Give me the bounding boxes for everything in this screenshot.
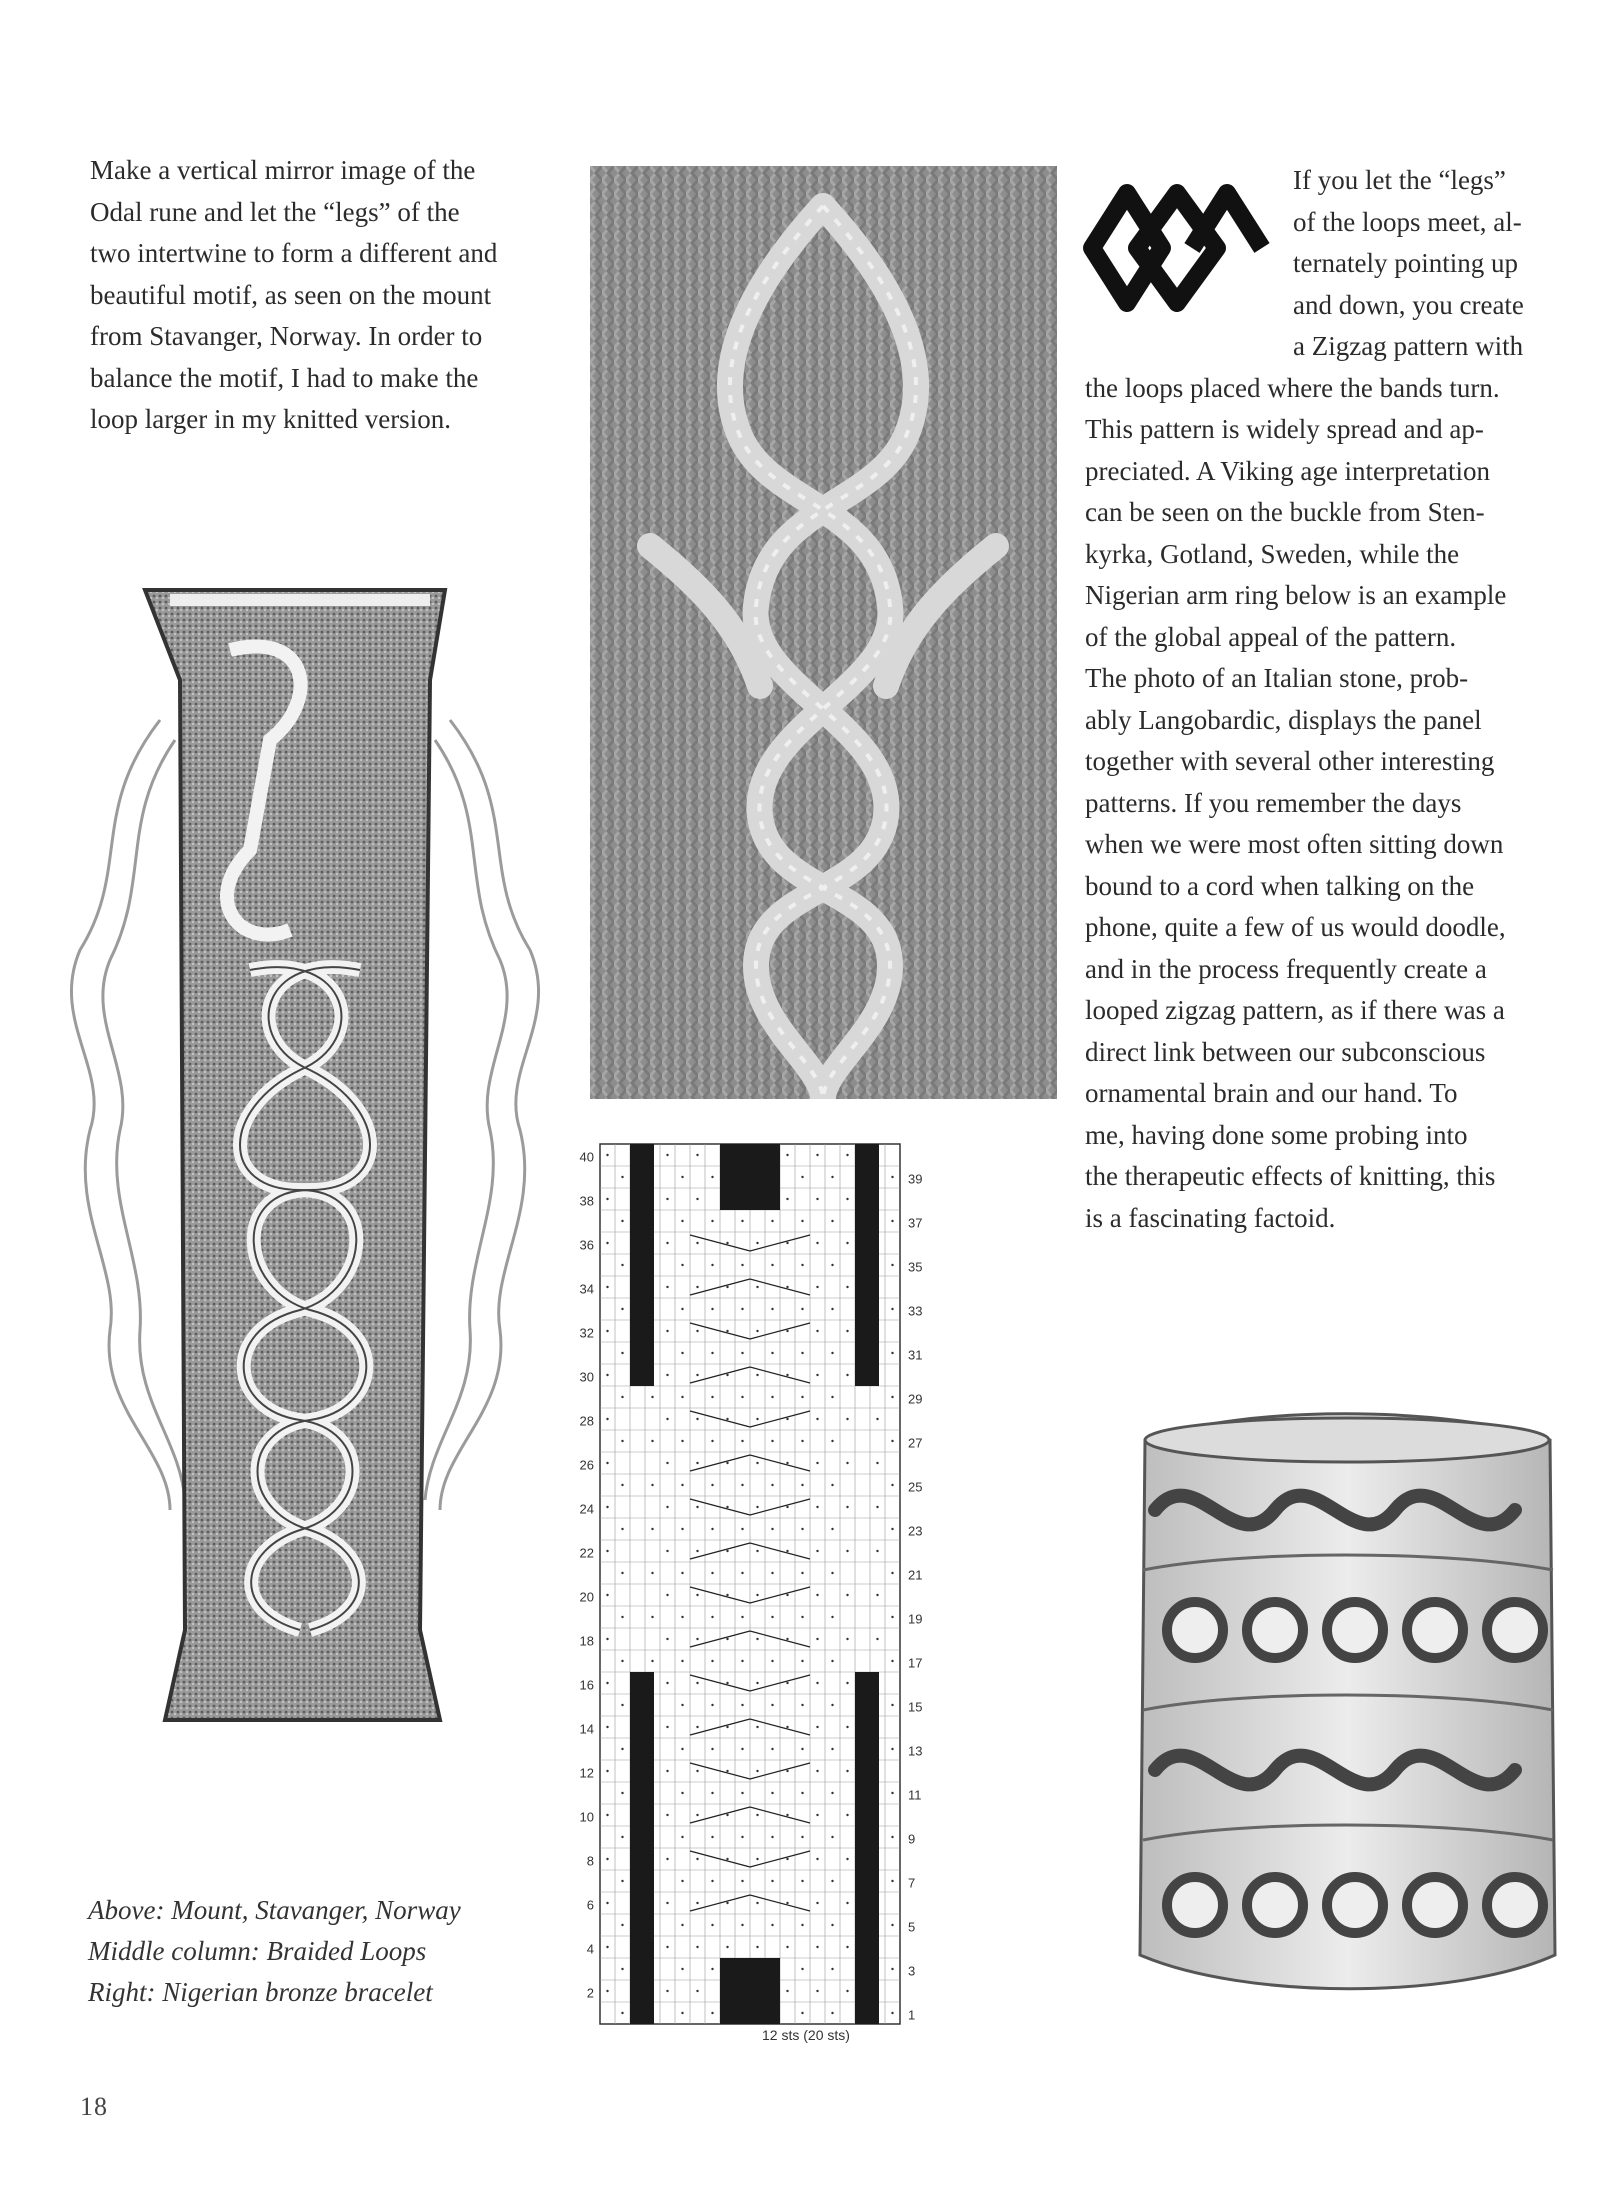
text-line: The photo of an Italian stone, prob- xyxy=(1085,663,1469,693)
chart-row-label: 22 xyxy=(579,1545,594,1561)
chart-row-label: 25 xyxy=(908,1479,923,1495)
text-line: can be seen on the buckle from Sten- xyxy=(1085,497,1485,527)
text-line: from Stavanger, Norway. In order to xyxy=(90,321,483,351)
chart-row-label: 2 xyxy=(586,1985,594,2001)
text-line: and down, you create xyxy=(1293,289,1524,320)
chart-row-label: 10 xyxy=(579,1809,594,1825)
text-line: loop larger in my knitted version. xyxy=(90,404,451,434)
chart-column-block xyxy=(855,1144,879,1386)
chart-column-block xyxy=(630,1144,654,1386)
chart-row-label: 21 xyxy=(908,1567,923,1583)
chart-row-label: 29 xyxy=(908,1391,923,1407)
chart-stitch-count: 12 sts (20 sts) xyxy=(762,2027,850,2043)
text-line: This pattern is widely spread and ap- xyxy=(1085,414,1484,444)
chart-row-label: 4 xyxy=(586,1941,594,1957)
chart-row-label: 17 xyxy=(908,1655,923,1671)
text-line: the loops placed where the bands turn. xyxy=(1085,372,1500,403)
text-line: looped zigzag pattern, as if there was a xyxy=(1085,995,1505,1025)
text-line: when we were most often sitting down xyxy=(1085,829,1504,859)
chart-row-label: 30 xyxy=(579,1369,594,1385)
text-line: ably Langobardic, displays the panel xyxy=(1085,704,1482,735)
text-line: If you let the “legs” xyxy=(1293,165,1506,195)
text-line: the therapeutic effects of knitting, this xyxy=(1085,1161,1496,1191)
figure-caption xyxy=(88,1890,461,2013)
nigerian-bronze-bracelet-drawing xyxy=(1125,1410,1570,2000)
chart-row-label: 40 xyxy=(579,1149,594,1165)
chart-row-label: 16 xyxy=(579,1677,594,1693)
text-line: beautiful motif, as seen on the mount xyxy=(90,279,492,310)
chart-row-label: 38 xyxy=(579,1193,594,1209)
chart-row-label: 32 xyxy=(579,1325,594,1341)
chart-row-label: 20 xyxy=(579,1589,594,1605)
left-paragraph xyxy=(90,150,560,441)
text-line: phone, quite a few of us would doodle, xyxy=(1085,912,1506,942)
chart-row-label: 8 xyxy=(586,1853,594,1869)
caption-line: Right: Nigerian bronze bracelet xyxy=(88,1977,433,2007)
text-line: and in the process frequently create a xyxy=(1085,953,1487,984)
text-line: two intertwine to form a different and xyxy=(90,238,498,268)
text-line: ornamental brain and our hand. To xyxy=(1085,1078,1458,1108)
chart-row-label: 13 xyxy=(908,1743,923,1759)
caption-line: Middle column: Braided Loops xyxy=(88,1936,427,1966)
chart-row-label: 9 xyxy=(908,1831,916,1847)
text-line: Nigerian arm ring below is an example xyxy=(1085,580,1507,610)
text-line: of the global appeal of the pattern. xyxy=(1085,621,1457,652)
chart-row-label: 7 xyxy=(908,1875,916,1891)
text-line: Odal rune and let the “legs” of the xyxy=(90,196,460,227)
text-line: direct link between our subconscious xyxy=(1085,1036,1486,1067)
text-line: preciated. A Viking age interpretation xyxy=(1085,455,1490,486)
text-line: is a fascinating factoid. xyxy=(1085,1202,1336,1233)
braided-loops-knitting-chart xyxy=(570,1134,1050,2054)
stavanger-mount-drawing xyxy=(50,570,560,1740)
chart-bottom-block xyxy=(720,1958,780,2024)
chart-row-label: 28 xyxy=(579,1413,594,1429)
knitted-swatch-photo xyxy=(590,166,1057,1099)
text-line: a Zigzag pattern with xyxy=(1293,331,1524,361)
text-line: of the loops meet, al- xyxy=(1293,206,1522,237)
text-line: patterns. If you remember the days xyxy=(1085,787,1462,818)
chart-row-label: 1 xyxy=(908,2007,916,2023)
chart-right-row-labels xyxy=(908,1172,922,2023)
page-number: 18 xyxy=(80,2092,108,2121)
chart-row-label: 26 xyxy=(579,1457,594,1473)
chart-row-label: 34 xyxy=(579,1281,594,1297)
text-line: bound to a cord when talking on the xyxy=(1085,870,1475,901)
chart-row-label: 11 xyxy=(908,1787,922,1803)
text-line: balance the motif, I had to make the xyxy=(90,362,479,393)
chart-row-label: 23 xyxy=(908,1523,923,1539)
chart-row-label: 14 xyxy=(579,1721,594,1737)
chart-row-label: 3 xyxy=(908,1963,916,1979)
chart-row-label: 35 xyxy=(908,1259,923,1275)
text-line: together with several other interesting xyxy=(1085,746,1495,776)
text-line: Make a vertical mirror image of the xyxy=(90,155,476,185)
text-line: me, having done some probing into xyxy=(1085,1119,1468,1150)
chart-row-label: 33 xyxy=(908,1303,923,1319)
chart-row-label: 31 xyxy=(908,1347,923,1363)
chart-column-block xyxy=(855,1672,879,2024)
chart-row-label: 24 xyxy=(579,1501,594,1517)
chart-row-label: 36 xyxy=(579,1237,594,1253)
text-line: kyrka, Gotland, Sweden, while the xyxy=(1085,538,1460,569)
chart-left-row-labels xyxy=(580,1150,594,2001)
chart-row-label: 39 xyxy=(908,1171,923,1187)
right-paragraph xyxy=(1085,160,1560,1239)
text-line: ternately pointing up xyxy=(1293,248,1518,278)
chart-column-block xyxy=(630,1672,654,2024)
chart-row-label: 18 xyxy=(579,1633,594,1649)
chart-top-block xyxy=(720,1144,780,1210)
chart-row-label: 15 xyxy=(908,1699,923,1715)
chart-row-label: 27 xyxy=(908,1435,923,1451)
chart-row-label: 37 xyxy=(908,1215,923,1231)
caption-line: Above: Mount, Stavanger, Norway xyxy=(88,1895,461,1925)
chart-row-label: 12 xyxy=(579,1765,594,1781)
chart-row-label: 5 xyxy=(908,1919,916,1935)
chart-row-label: 19 xyxy=(908,1611,923,1627)
chart-row-label: 6 xyxy=(586,1897,594,1913)
